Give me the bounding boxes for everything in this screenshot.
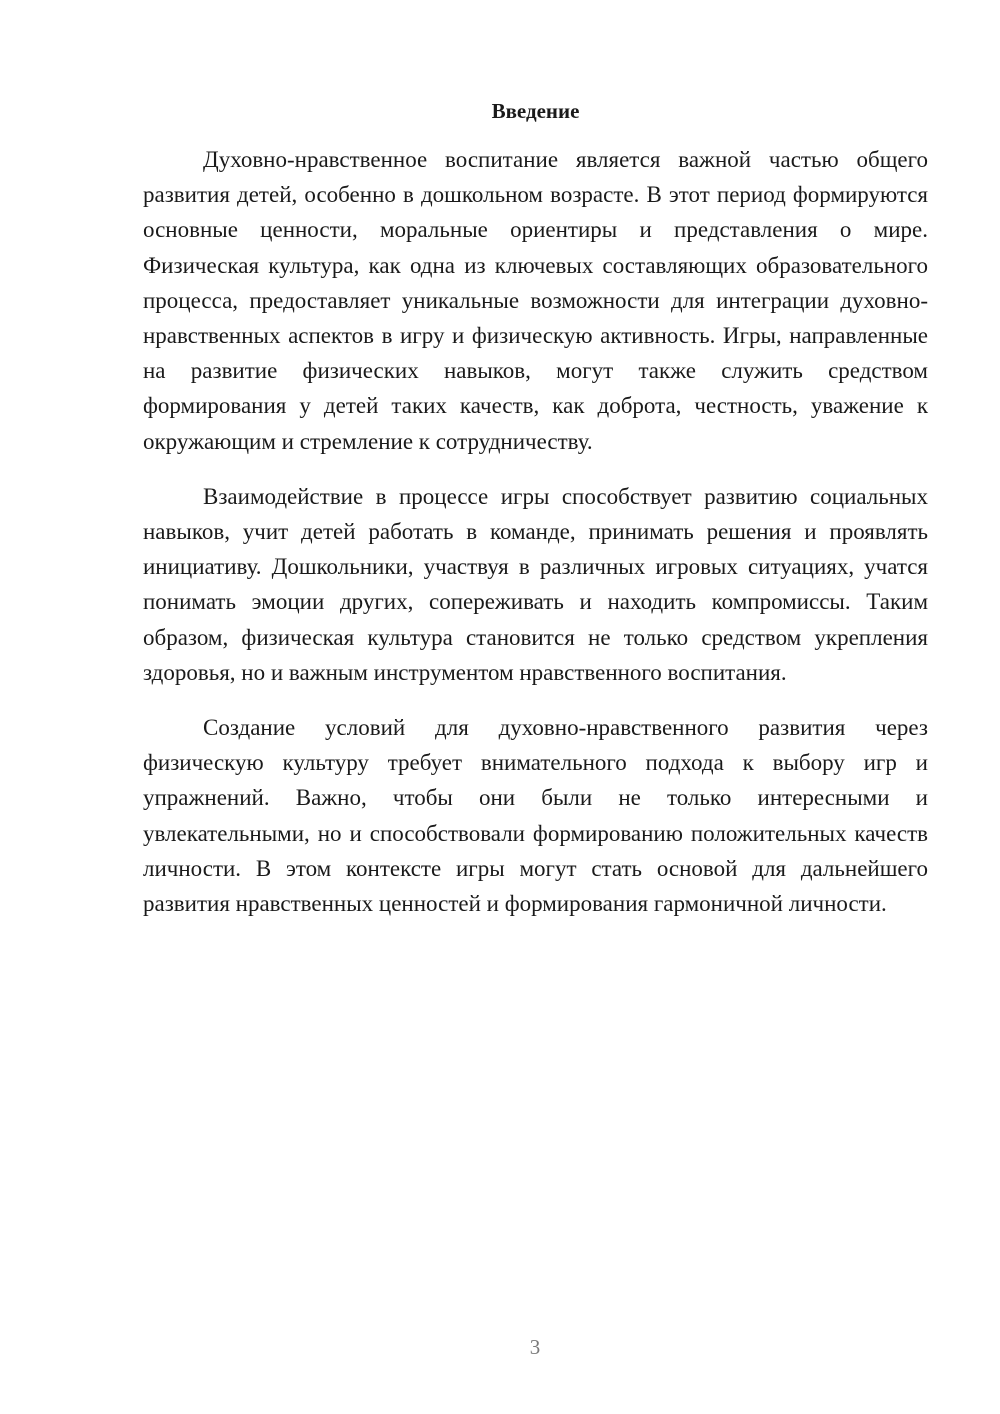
paragraph-2: Взаимодействие в процессе игры способствует развитию социальных навыков, учит детей работать в команде, принимать решения и проявлять инициативу. Дошкольники, участвуя в различных игровых ситуациях, учатся понимать эмоции других, сопереживать и находить компромиссы. Таким образом, физическая культура становится не только средством укрепления здоровья, но и важным инструментом нравственного воспитания. [143,483,928,685]
paragraph-1: Духовно-нравственное воспитание является важной частью общего развития детей, особенно в дошкольном возрасте. В этот период формируются основные ценности, моральные ориентиры и представления о мире. Физическая культура, как одна из ключевых составляющих образовательного процесса, предоставляет уникальные возможности для интеграции духовно-нравственных аспектов в игру и физическую активность. Игры, направленные на развитие физических навыков, могут также служить средством формирования у детей таких качеств, как доброта, честность, уважение к окружающим и стремление к сотрудничеству. [143,147,928,454]
body-text [143,142,928,941]
page-number: 3 [529,1335,541,1359]
section-heading: Введение [491,99,580,123]
paragraph-3: Создание условий для духовно-нравственного развития через физическую культуру требует внимательного подхода к выбору игр и упражнений. Важно, чтобы они были не только интересными и увлекательными, но и способствовали формированию положительных качеств личности. В этом контексте игры могут стать основой для дальнейшего развития нравственных ценностей и формирования гармоничной личности. [143,715,928,917]
